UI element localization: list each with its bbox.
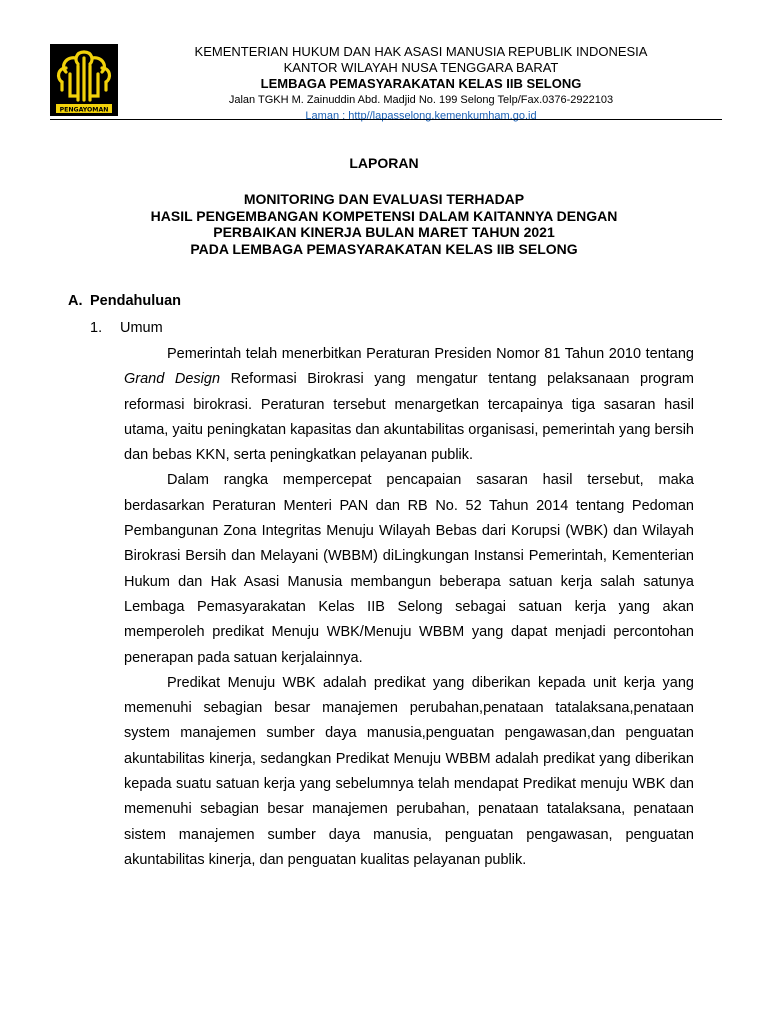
ministry-name: KEMENTERIAN HUKUM DAN HAK ASASI MANUSIA REPUBLIK INDONESIA <box>194 44 648 59</box>
address: Jalan TGKH M. Zainuddin Abd. Madjid No. 199 Selong Telp/Fax.0376-2922103 <box>228 94 614 106</box>
logo-caption: PENGAYOMAN <box>59 106 109 114</box>
title-line: PADA LEMBAGA PEMASYARAKATAN KELAS IIB SELONG <box>190 240 578 257</box>
section-title: Pendahuluan <box>90 293 182 309</box>
title-line: PERBAIKAN KINERJA BULAN MARET TAHUN 2021 <box>213 224 555 240</box>
title-line: MONITORING DAN EVALUASI TERHADAP <box>243 191 525 207</box>
paragraph-2: Dalam rangka mempercepat pencapaian sasaran hasil tersebut, maka berdasarkan Peraturan Menteri PAN dan RB No. 52 Tahun 2014 tentang Pedoman Pembangunan Zona Integritas Menuju Wilayah Bebas dari Korupsi (WBK) dan Wilayah Birokrasi Bersih dan Melayani (WBBM) diLingkungan Instansi Pemerintah, Kementerian Hukum dan Hak Asasi Manusia membangun beberapa satuan kerja salah satunya Lembaga Pemasyarakatan Kelas IIB Selong sebagai satuan kerja yang akan memperoleh predikat Menuju WBK/Menuju WBBM yang dapat menjadi percontohan penerapan pada satuan kerjalainnya. <box>124 472 694 666</box>
title-line: HASIL PENGEMBANGAN KOMPETENSI DALAM KAITANNYA DENGAN <box>150 207 618 224</box>
subsection-title: Umum <box>120 320 163 336</box>
paragraph-text: Pemerintah telah menerbitkan Peraturan Presiden Nomor 81 Tahun 2010 tentang <box>167 346 694 362</box>
subsection-heading <box>90 320 163 336</box>
section-letter: A. <box>68 293 83 309</box>
section-heading <box>68 293 181 309</box>
pengayoman-logo <box>50 44 118 116</box>
header-rule <box>50 119 722 120</box>
letterhead <box>128 44 714 124</box>
regional-office: KANTOR WILAYAH NUSA TENGGARA BARAT <box>283 60 559 75</box>
paragraph-text: Reformasi Birokrasi yang mengatur tentang pelaksanaan program reformasi birokrasi. Peraturan tersebut menargetkan tercapainya tiga sasaran hasil utama, yaitu peningkatan kapasitas dan akuntabilitas organisasi, pemerintah yang bersih dan bebas KKN, serta peningkatkan pelayanan publik. <box>124 371 695 464</box>
paragraph-1 <box>124 342 694 468</box>
italic-term: Grand Design <box>124 371 221 388</box>
report-title <box>0 191 768 257</box>
body-text <box>124 342 694 873</box>
subsection-number: 1. <box>90 320 103 336</box>
report-heading: LAPORAN <box>349 155 419 171</box>
institution-name: LEMBAGA PEMASYARAKATAN KELAS IIB SELONG <box>260 76 582 91</box>
paragraph-3: Predikat Menuju WBK adalah predikat yang diberikan kepada unit kerja yang memenuhi sebagian besar manajemen perubahan,penataan tatalaksana,penataan system manajemen sumber daya manusia,penguatan pengawasan,dan penguatan akuntabilitas kinerja, sedangkan Predikat Menuju WBBM adalah predikat yang diberikan kepada suatu satuan kerja yang sebelumnya telah mendapat Predikat menuju WBK dan memenuhi sebagian besar manajemen perubahan, penataan tatalaksana, penataan sistem manajemen sumber daya manusia, penguatan pengawasan, penguatan akuntabilitas kinerja, dan penguatan kualitas pelayanan publik. <box>124 674 694 868</box>
website-link[interactable]: Laman : http//lapasselong.kemenkumham.go.id <box>305 110 537 122</box>
